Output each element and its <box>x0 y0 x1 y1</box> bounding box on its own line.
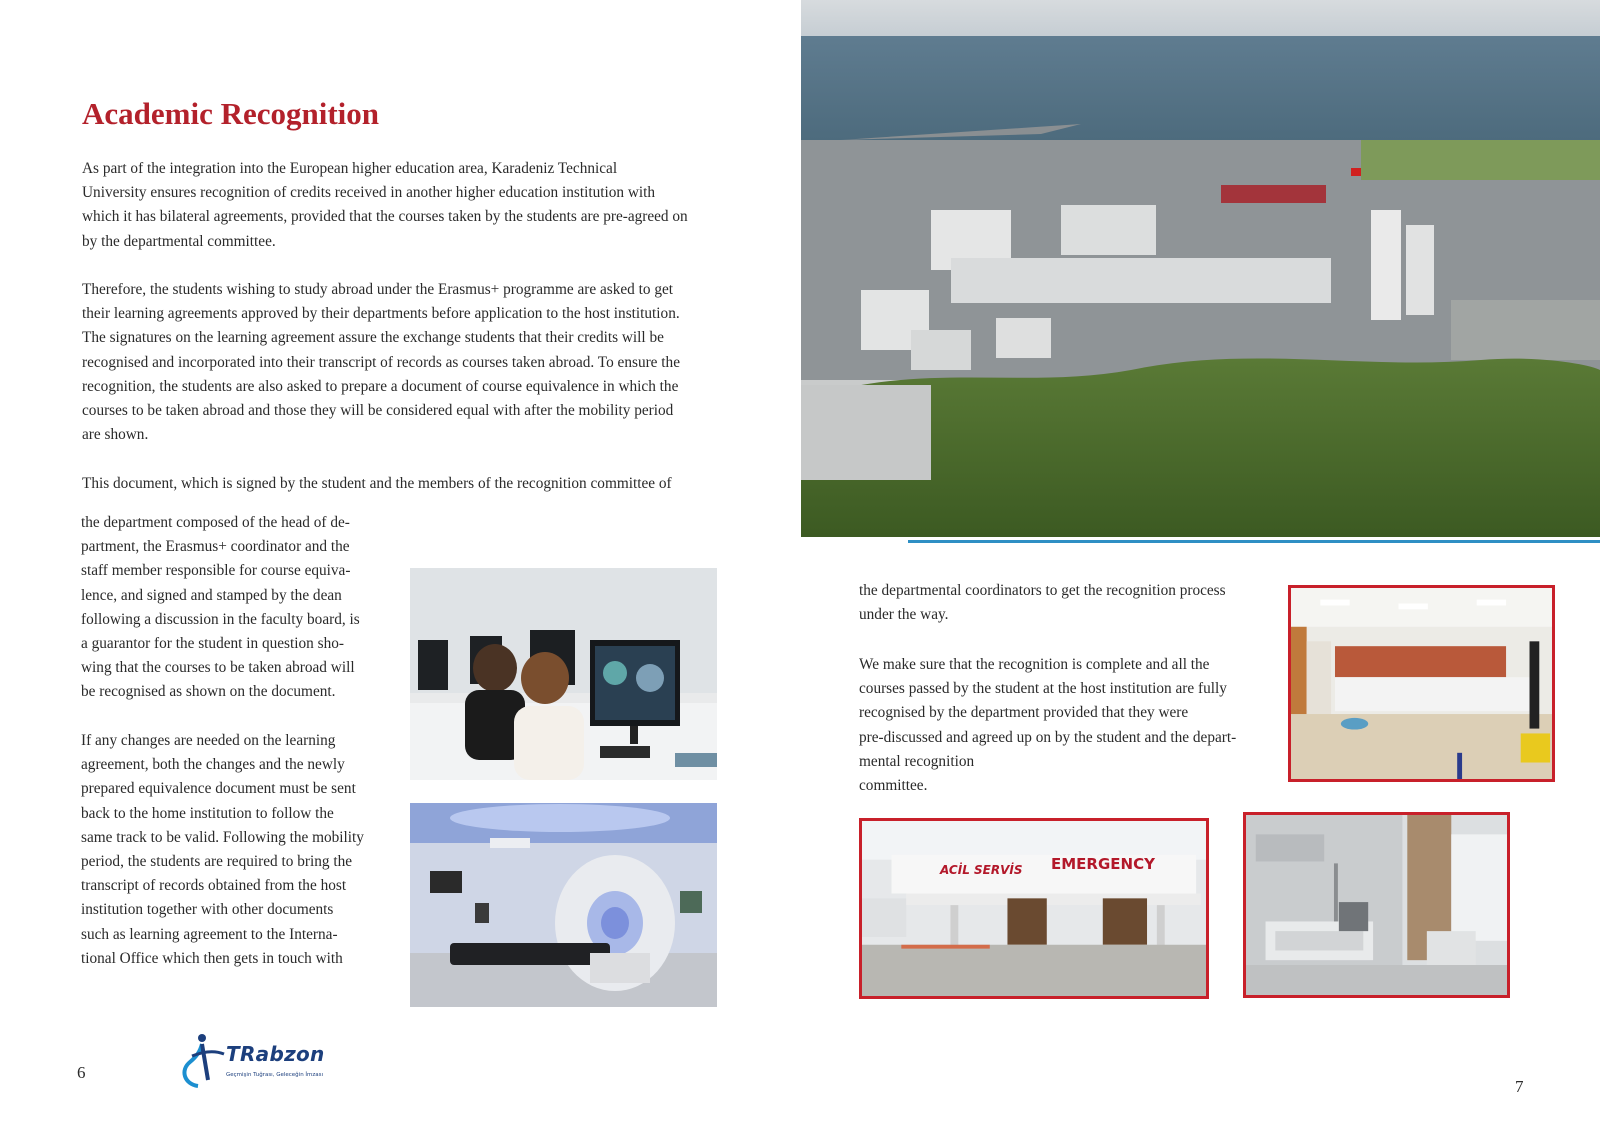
blue-divider <box>908 540 1600 543</box>
text-line: University ensures recognition of credits received in another higher education institution with <box>82 184 656 202</box>
text-line: As part of the integration into the European higher education area, Karadeniz Technical <box>82 160 618 177</box>
text-line: prepared equivalence document must be sent <box>81 780 356 798</box>
text-line: such as learning agreement to the Interna- <box>81 925 338 943</box>
text-line: agreement, both the changes and the newly <box>81 756 345 774</box>
text-line: partment, the Erasmus+ coordinator and the <box>81 538 350 556</box>
page-number-left: 6 <box>77 1063 86 1082</box>
text-line: committee. <box>859 777 928 795</box>
paragraph-integration <box>82 157 722 254</box>
text-line: The signatures on the learning agreement assure the exchange students that their credits will be <box>82 329 664 347</box>
text-line: recognition, the students are also asked to prepare a document of course equivalence in which the <box>82 377 679 395</box>
paragraph-changes <box>81 729 391 971</box>
text-line: staff member responsible for course equiva- <box>81 562 351 580</box>
text-line: We make sure that the recognition is complete and all the <box>859 656 1210 673</box>
text-line: by the departmental committee. <box>82 232 276 250</box>
text-line: transcript of records obtained from the host <box>81 877 347 895</box>
page-title: Academic Recognition <box>82 96 380 131</box>
text-line: lence, and signed and stamped by the dean <box>81 586 342 604</box>
paragraph-committee <box>81 511 391 705</box>
text-line: Therefore, the students wishing to study abroad under the Erasmus+ programme are asked to get <box>82 281 674 298</box>
text-line: which it has bilateral agreements, provided that the courses taken by the students are pre-agreed on <box>82 208 688 226</box>
text-line: institution together with other documents <box>81 901 334 919</box>
logo-tagline: Geçmişin Tuğrası, Geleceğin İmzası <box>226 1072 324 1078</box>
text-line: courses passed by the student at the host institution are fully <box>859 680 1227 698</box>
paragraph-recognition-complete <box>859 653 1269 798</box>
text-line: recognised and incorporated into their transcript of records as courses taken abroad. To ensure the <box>82 353 680 371</box>
logo-text-tr: TR <box>226 1042 256 1066</box>
text-line: wing that the courses to be taken abroad will <box>81 659 355 677</box>
text-line: period, the students are required to bring the <box>81 853 353 871</box>
text-line: recognised by the department provided that they were <box>859 704 1189 722</box>
text-line: same track to be valid. Following the mobility <box>81 828 364 846</box>
text-line: the departmental coordinators to get the recognition process <box>859 582 1226 599</box>
logo-text-rest: abzon <box>255 1042 325 1066</box>
paragraph-coordinators <box>859 579 1269 627</box>
text-line: the department composed of the head of de- <box>81 514 350 531</box>
text-line: tional Office which then gets in touch with <box>81 949 343 967</box>
text-line: a guarantor for the student in question sho- <box>81 635 344 653</box>
text-line: courses to be taken abroad and those they will be considered equal with after the mobility period <box>82 402 674 420</box>
text-line: mental recognition <box>859 752 975 770</box>
lab-workstation-photo <box>410 568 717 780</box>
text-line: If any changes are needed on the learning <box>81 732 336 749</box>
text-line: back to the home institution to follow the <box>81 804 334 822</box>
text-line: are shown. <box>82 426 149 444</box>
page-number-right: 7 <box>1515 1077 1524 1096</box>
emergency-sign-english: EMERGENCY <box>1051 855 1155 873</box>
text-line: their learning agreements approved by their departments before application to the host institution. <box>82 305 680 323</box>
text-line: be recognised as shown on the document. <box>81 683 336 701</box>
hospital-lobby-photo <box>1288 585 1555 782</box>
paragraph-document-signed: This document, which is signed by the student and the members of the recognition committee of <box>82 475 672 492</box>
text-line: pre-discussed and agreed up on by the student and the depart- <box>859 728 1237 746</box>
emergency-sign-turkish: ACİL SERVİS <box>940 863 1023 877</box>
paragraph-learning-agreement <box>82 278 722 447</box>
patient-room-photo <box>1243 812 1510 998</box>
trabzon-logo <box>178 1030 325 1092</box>
campus-aerial-photo <box>801 0 1600 537</box>
text-line: under the way. <box>859 606 949 624</box>
radiotherapy-machine-photo <box>410 803 717 1007</box>
emergency-entrance-photo <box>859 818 1209 999</box>
text-line: following a discussion in the faculty board, is <box>81 610 360 628</box>
